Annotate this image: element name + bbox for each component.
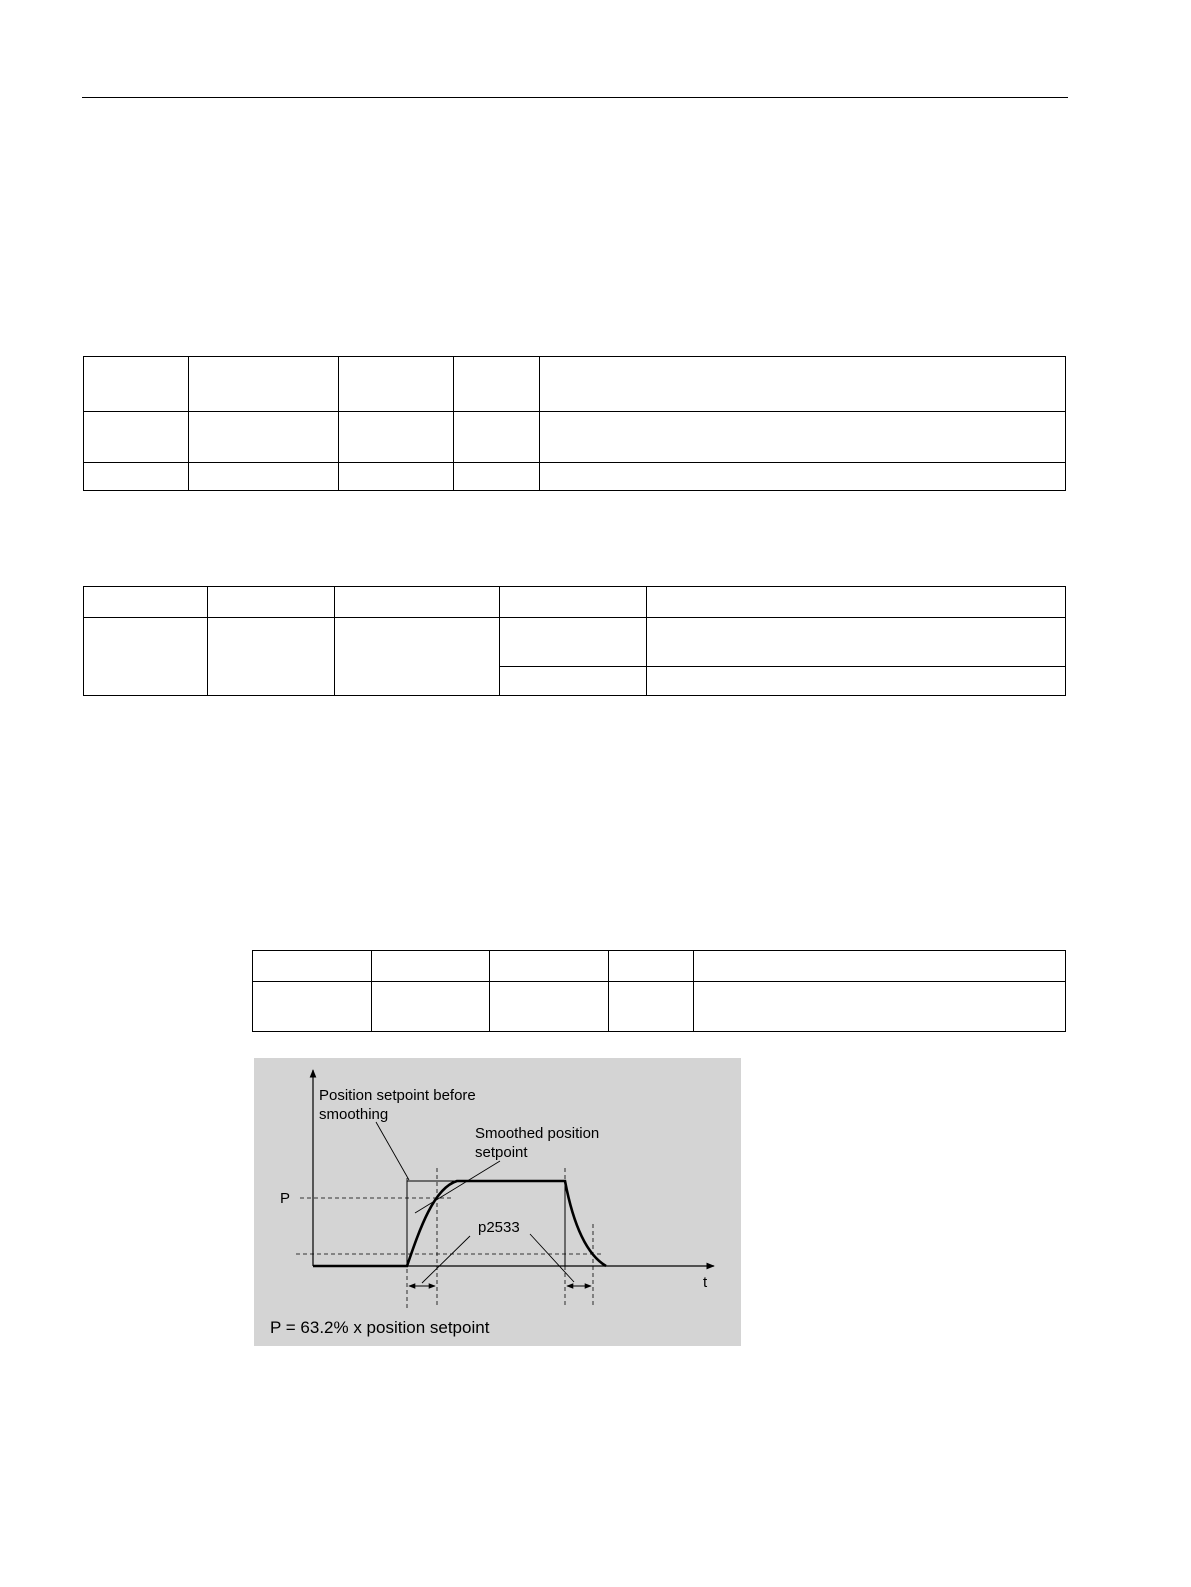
- label-setpoint-before-line1: Position setpoint before: [319, 1087, 476, 1104]
- label-smoothed-line1: Smoothed position: [475, 1125, 600, 1142]
- table-cell: [490, 982, 609, 1032]
- table-cell: [647, 587, 1066, 618]
- parameter-table-2: [83, 586, 1066, 696]
- table-cell: [454, 357, 540, 412]
- table-cell: [372, 982, 490, 1032]
- table-cell: [189, 357, 339, 412]
- table-cell: [647, 667, 1066, 696]
- table-cell: [500, 618, 647, 667]
- leader-line: [530, 1234, 574, 1282]
- leader-line: [376, 1122, 409, 1180]
- label-p2533: p2533: [478, 1219, 520, 1236]
- table-cell: [253, 951, 372, 982]
- table-cell: [84, 618, 208, 696]
- table-row: [84, 412, 1066, 463]
- leader-line: [422, 1236, 470, 1283]
- table-cell: [372, 951, 490, 982]
- table-cell: [84, 463, 189, 491]
- table-cell: [339, 357, 454, 412]
- table-row: [84, 587, 1066, 618]
- label-smoothed-line2: setpoint: [475, 1144, 528, 1161]
- leader-line: [415, 1161, 500, 1213]
- table-cell: [84, 357, 189, 412]
- table-cell: [540, 357, 1066, 412]
- table-cell: [339, 412, 454, 463]
- table-cell: [189, 412, 339, 463]
- table-cell: [84, 587, 208, 618]
- table-cell: [609, 951, 694, 982]
- smoothed-setpoint-curve: [313, 1181, 606, 1266]
- table-cell: [454, 463, 540, 491]
- table-row: [84, 357, 1066, 412]
- table-cell: [189, 463, 339, 491]
- table-cell: [540, 412, 1066, 463]
- label-t: t: [703, 1274, 708, 1291]
- table-cell: [609, 982, 694, 1032]
- table-cell: [253, 982, 372, 1032]
- parameter-table-3: [252, 950, 1066, 1032]
- table-row: [253, 982, 1066, 1032]
- smoothing-diagram-svg: [254, 1058, 741, 1346]
- table-row: [84, 463, 1066, 491]
- table-cell: [500, 587, 647, 618]
- table-cell: [490, 951, 609, 982]
- table-cell: [335, 587, 500, 618]
- table-cell: [208, 618, 335, 696]
- smoothing-diagram: [254, 1058, 741, 1346]
- header-rule: [82, 97, 1068, 98]
- table-cell: [647, 618, 1066, 667]
- table-cell: [540, 463, 1066, 491]
- table-cell: [335, 618, 500, 696]
- label-setpoint-before-line2: smoothing: [319, 1106, 389, 1123]
- table-cell: [208, 587, 335, 618]
- formula: P = 63.2% x position setpoint: [270, 1318, 490, 1337]
- table-cell: [84, 412, 189, 463]
- table-row: [84, 618, 1066, 667]
- table-cell: [339, 463, 454, 491]
- parameter-table-1: [83, 356, 1066, 491]
- label-p: P: [280, 1190, 291, 1207]
- table-row: [253, 951, 1066, 982]
- table-cell: [694, 951, 1066, 982]
- table-cell: [694, 982, 1066, 1032]
- table-cell: [454, 412, 540, 463]
- table-cell: [500, 667, 647, 696]
